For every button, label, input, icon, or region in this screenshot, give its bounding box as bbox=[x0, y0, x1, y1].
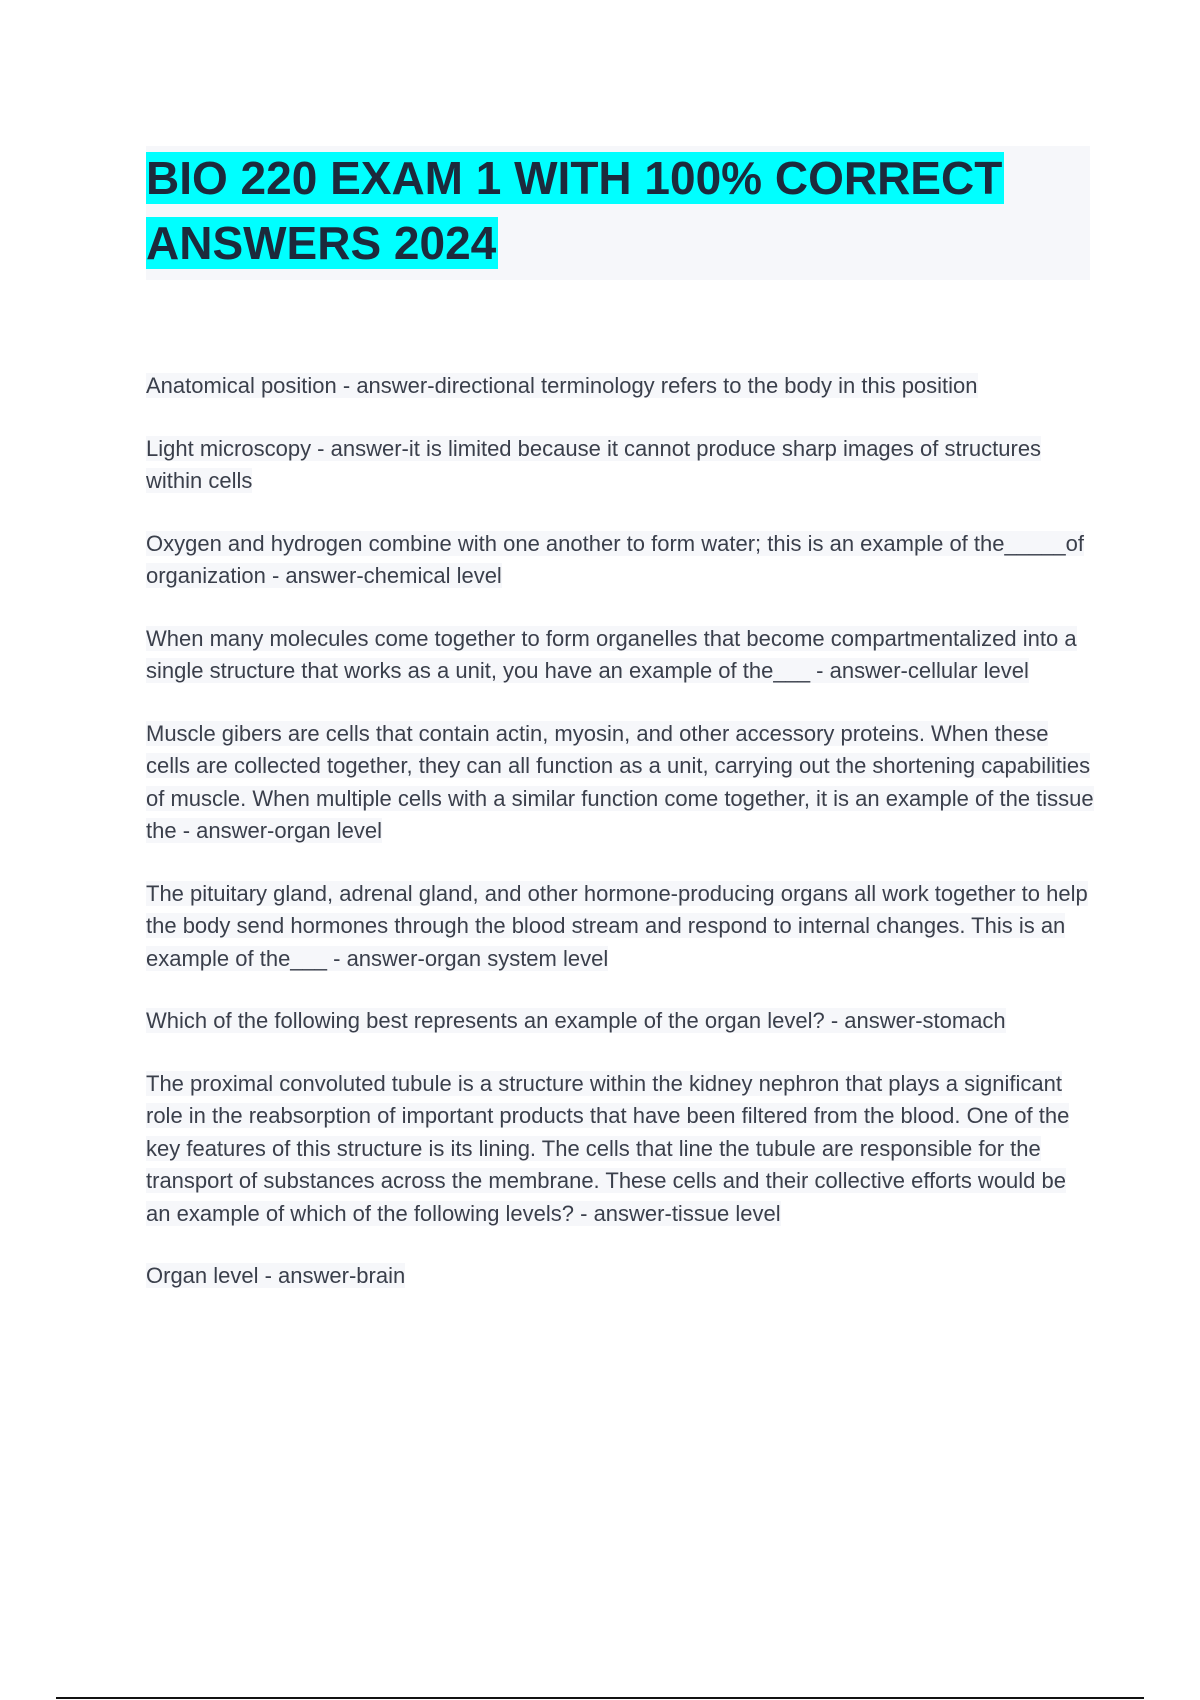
title-highlight: BIO 220 EXAM 1 WITH 100% CORRECT ANSWERS 2024 bbox=[146, 152, 1003, 269]
qa-item bbox=[146, 433, 1096, 498]
qa-list bbox=[146, 370, 1096, 1323]
footer-divider bbox=[56, 1697, 1144, 1699]
qa-item bbox=[146, 528, 1096, 593]
document-title bbox=[146, 146, 1090, 276]
qa-item bbox=[146, 1068, 1096, 1231]
qa-item bbox=[146, 878, 1096, 976]
qa-text: The pituitary gland, adrenal gland, and other hormone-producing organs all work together to help the body send hormones through the blood stream and respond to internal changes. This is an example of the___ - answer-organ system level bbox=[146, 880, 1088, 971]
qa-text: Oxygen and hydrogen combine with one another to form water; this is an example of the_____of organization - answer-chemical level bbox=[146, 530, 1085, 588]
qa-item bbox=[146, 718, 1096, 848]
qa-text: Light microscopy - answer-it is limited because it cannot produce sharp images of structures within cells bbox=[146, 435, 1042, 493]
qa-text: When many molecules come together to form organelles that become compartmentalized into a single structure that works as a unit, you have an example of the___ - answer-cellular level bbox=[146, 625, 1077, 683]
qa-text: Which of the following best represents an example of the organ level? - answer-stomach bbox=[146, 1008, 1006, 1033]
qa-item bbox=[146, 370, 1096, 403]
qa-item bbox=[146, 623, 1096, 688]
title-block bbox=[146, 146, 1090, 280]
qa-item bbox=[146, 1260, 1096, 1293]
qa-item bbox=[146, 1005, 1096, 1038]
qa-text: Anatomical position - answer-directional terminology refers to the body in this position bbox=[146, 373, 978, 398]
qa-text: Organ level - answer-brain bbox=[146, 1263, 406, 1288]
qa-text: Muscle gibers are cells that contain actin, myosin, and other accessory proteins. When these cells are collected together, they can all function as a unit, carrying out the shortening capabilities of muscle. When multiple cells with a similar function come together, it is an example of the tissue the - answer-organ level bbox=[146, 720, 1094, 843]
qa-text: The proximal convoluted tubule is a structure within the kidney nephron that plays a significant role in the reabsorption of important products that have been filtered from the blood. One of the key features of this structure is its lining. The cells that line the tubule are responsible for the transport of substances across the membrane. These cells and their collective efforts would be an example of which of the following levels? - answer-tissue level bbox=[146, 1070, 1070, 1226]
